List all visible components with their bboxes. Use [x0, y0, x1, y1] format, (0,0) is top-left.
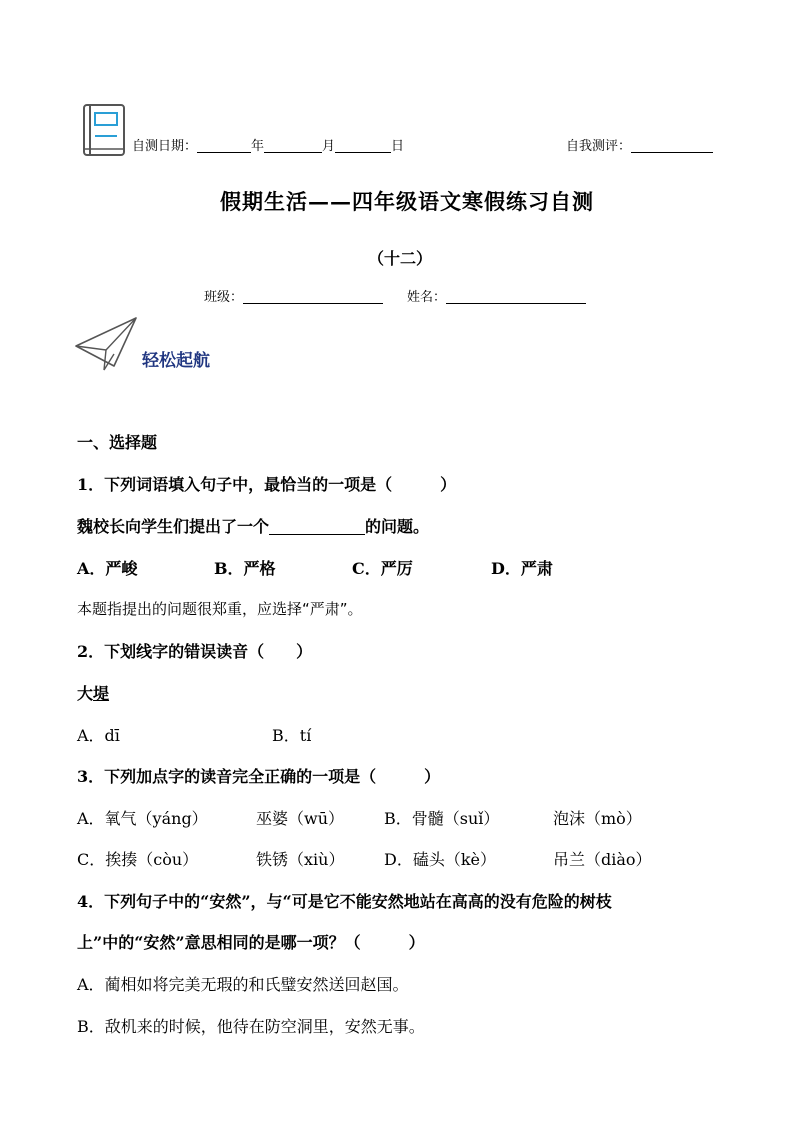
class-label: 班级：	[204, 290, 244, 305]
q1-option-d[interactable]: D．严肃	[491, 559, 553, 578]
q2-word	[77, 681, 109, 704]
q1-sentence-a: 魏校长向学生们提出了一个	[77, 517, 270, 536]
q1-fill-blank[interactable]	[269, 518, 365, 535]
q4-option-b[interactable]: B．敌机来的时候，他待在防空洞里，安然无事。	[77, 1017, 425, 1036]
page-title: 假期生活——四年级语文寒假练习自测	[220, 189, 594, 214]
q3-option-b-2: 泡沫（mò）	[553, 809, 642, 828]
q2-stem: 2．下划线字的错误读音（ ）	[77, 642, 313, 661]
q2-word-b: 堤	[93, 684, 110, 703]
q3-option-d-2: 吊兰（diào）	[553, 850, 652, 869]
q3-option-d-1[interactable]: D．磕头（kè）	[384, 850, 496, 869]
q4-stem-line1: 4．下列句子中的“安然”，与“可是它不能安然地站在高高的没有危险的树枝	[77, 892, 612, 911]
page-subtitle: （十二）	[368, 249, 433, 268]
self-eval-row	[566, 135, 713, 154]
q1-option-c[interactable]: C．严厉	[352, 559, 413, 578]
class-blank[interactable]	[243, 289, 383, 304]
name-label: 姓名：	[407, 290, 447, 305]
q2-word-a: 大	[77, 684, 94, 703]
q4-stem-line2: 上”中的“安然”意思相同的是哪一项？（ ）	[77, 933, 425, 952]
q2-option-a[interactable]: A．dī	[77, 726, 120, 745]
year-label: 年	[251, 139, 265, 154]
paper-plane-icon	[74, 314, 138, 372]
section-heading: 一、选择题	[77, 433, 158, 452]
section-banner: 轻松起航	[142, 351, 210, 371]
header-date-row	[132, 135, 404, 154]
self-eval-label: 自我测评：	[566, 139, 632, 154]
year-blank[interactable]	[197, 138, 251, 153]
name-blank[interactable]	[446, 289, 586, 304]
month-label: 月	[322, 139, 336, 154]
self-eval-blank[interactable]	[631, 138, 713, 153]
day-blank[interactable]	[335, 138, 391, 153]
q3-option-a-1[interactable]: A．氧气（yáng）	[77, 809, 208, 828]
q1-option-a[interactable]: A．严峻	[77, 559, 138, 578]
name-row	[407, 286, 586, 305]
month-blank[interactable]	[264, 138, 322, 153]
q3-stem: 3．下列加点字的读音完全正确的一项是（ ）	[77, 767, 441, 786]
q3-option-c-1[interactable]: C．挨揍（còu）	[77, 850, 199, 869]
date-label: 自测日期：	[132, 139, 198, 154]
q1-stem: 1．下列词语填入句子中，最恰当的一项是（ ）	[77, 475, 457, 494]
q3-option-a-2: 巫婆（wū）	[256, 809, 345, 828]
q3-option-b-1[interactable]: B．骨髓（suǐ）	[384, 809, 500, 828]
q3-option-c-2: 铁锈（xiù）	[256, 850, 345, 869]
q1-explanation: 本题指提出的问题很郑重，应选择“严肃”。	[77, 600, 363, 618]
class-row	[204, 286, 383, 305]
q4-option-a[interactable]: A．蔺相如将完美无瑕的和氏璧安然送回赵国。	[77, 975, 409, 994]
q1-sentence	[77, 514, 429, 537]
q1-sentence-b: 的问题。	[365, 517, 430, 536]
day-label: 日	[391, 139, 405, 154]
q1-option-b[interactable]: B．严格	[214, 559, 276, 578]
q2-option-b[interactable]: B．tí	[272, 726, 312, 745]
book-icon	[79, 103, 129, 159]
